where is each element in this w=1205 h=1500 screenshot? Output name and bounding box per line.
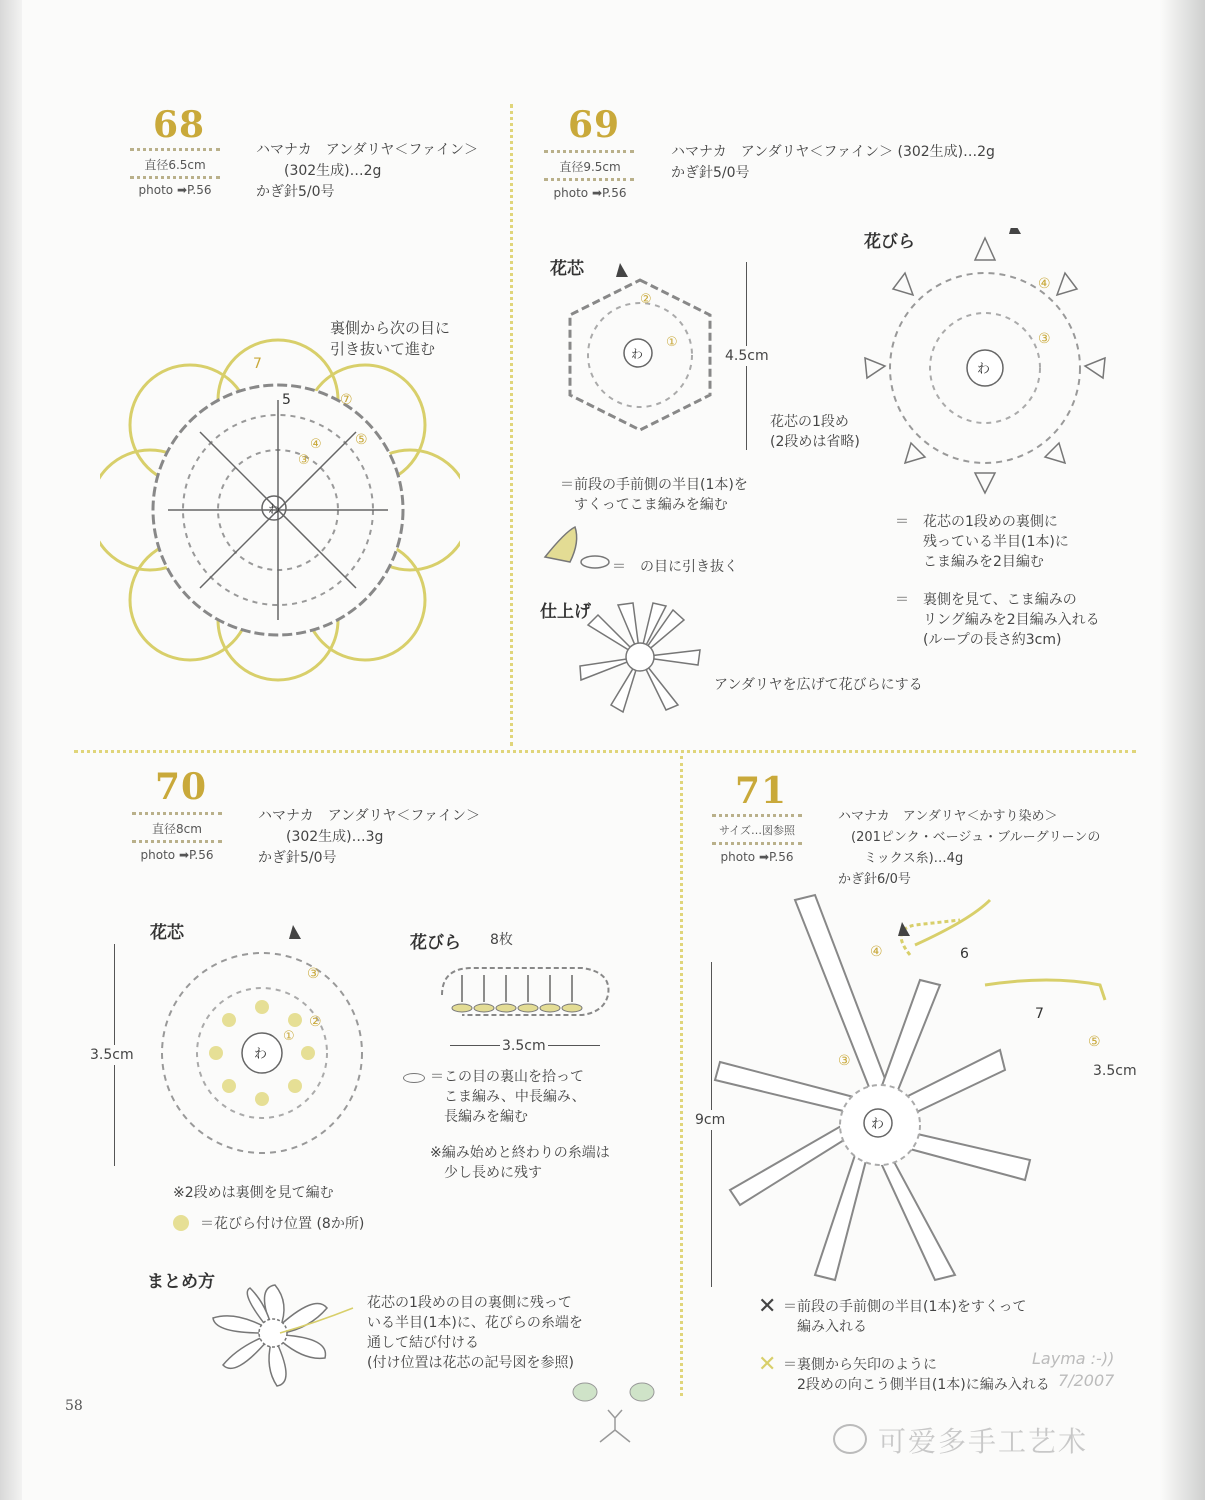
pattern-69-finish-title: 仕上げ xyxy=(540,602,591,622)
pattern-69-x-legend: ＝前段の手前側の半目(1本)を すくってこま編みを編む xyxy=(560,477,748,513)
signature: Layma :-)) 7/2007 xyxy=(1032,1349,1115,1390)
pattern-71-dim-h: 9cm xyxy=(695,1112,726,1128)
divider xyxy=(132,840,222,843)
pattern-71-number: 71 xyxy=(735,770,788,812)
wechat-icon xyxy=(833,1424,867,1454)
label: わ xyxy=(254,1047,268,1062)
diagram-69-core xyxy=(540,255,740,455)
pattern-70-dot-legend: ＝花びら付け位置 (8か所) xyxy=(200,1216,365,1232)
pattern-69-ring-legend: ＝ 裏側を見て、こま編みの リング編みを2目編み入れる (ループの長さ約3cm) xyxy=(895,592,1100,648)
pattern-70-core-title: 花芯 xyxy=(150,923,184,943)
cat-face-doodle xyxy=(560,1370,670,1450)
pattern-69-core-title: 花芯 xyxy=(550,259,584,279)
pattern-69-v-legend: ＝ 花芯の1段めの裏側に 残っている半目(1本)に こま編みを2目編む xyxy=(895,514,1069,570)
pattern-69-petal-title: 花びら xyxy=(864,232,915,252)
petal-position-dot-icon xyxy=(173,1215,189,1231)
pattern-70-petal-dim: 3.5cm xyxy=(502,1038,546,1054)
label: わ xyxy=(268,502,281,516)
pattern-71-legend2: ＝裏側から矢印のように 2段めの向こう側半目(1本)に編み入れる xyxy=(783,1357,1050,1393)
label: ① xyxy=(666,335,678,350)
label: わ xyxy=(871,1117,885,1132)
loop-symbol-icon xyxy=(403,1073,425,1083)
diagram-69-petals xyxy=(850,228,1120,498)
pattern-70-petal-title: 花びら xyxy=(410,933,461,953)
finished-flower-69 xyxy=(578,600,703,715)
label: ④ xyxy=(1038,276,1051,292)
pattern-68-photo: photo ➡P.56 xyxy=(138,183,212,197)
pattern-69-photo: photo ➡P.56 xyxy=(553,186,627,200)
separator-horizontal xyxy=(74,750,1136,753)
label: ④ xyxy=(870,944,883,960)
pattern-68-note: 裏側から次の目に 引き抜いて進む xyxy=(330,319,451,358)
x-symbol-icon: ✕ xyxy=(758,1294,777,1319)
label: 6 xyxy=(960,946,969,962)
label: 5 xyxy=(282,392,291,408)
divider xyxy=(544,150,634,153)
pattern-69-core-note: 花芯の1段め (2段めは省略) xyxy=(770,414,860,450)
divider xyxy=(130,176,220,179)
label: ② xyxy=(640,292,652,307)
pattern-70-yarn: ハマナカ アンダリヤ＜ファイン＞ (302生成)…3g かぎ針5/0号 xyxy=(258,808,481,866)
diagram-70-petal xyxy=(432,960,617,1030)
pattern-69-slip-legend: ＝ の目に引き抜く xyxy=(612,559,738,575)
pattern-69-size: 直径9.5cm xyxy=(559,160,621,174)
divider xyxy=(132,812,222,815)
pattern-70-tail-note: ※編み始めと終わりの糸端は 少し長めに残す xyxy=(430,1145,610,1181)
label: ④ xyxy=(310,437,322,452)
divider xyxy=(712,842,802,845)
pattern-71-dim-s: 3.5cm xyxy=(1093,1063,1137,1079)
label: ⑤ xyxy=(1088,1034,1101,1050)
x-yellow-symbol-icon: ✕ xyxy=(758,1352,777,1377)
watermark: 可爱多手工艺术 xyxy=(878,1425,1089,1458)
label: ③ xyxy=(307,966,320,982)
label: 7 xyxy=(253,356,262,372)
label: ① xyxy=(283,1029,295,1044)
pattern-68-number: 68 xyxy=(153,104,206,146)
pattern-70-loop-legend: ＝この目の裏山を拾って こま編み、中長編み、 長編みを編む xyxy=(430,1069,586,1125)
pattern-70-assemble-title: まとめ方 xyxy=(147,1272,215,1292)
pattern-70-size: 直径8cm xyxy=(152,822,202,836)
separator-vertical-top xyxy=(510,104,513,746)
pattern-71-yarn: ハマナカ アンダリヤ＜かすり染め＞ (201ピンク・ベージュ・ブルーグリーンの ミックス糸)…4g かぎ針6/0号 xyxy=(838,809,1101,887)
label: ② xyxy=(309,1014,322,1030)
pattern-71-legend1: ＝前段の手前側の半目(1本)をすくって 編み入れる xyxy=(783,1299,1027,1335)
label: ⑦ xyxy=(340,392,353,408)
page-edge-left xyxy=(0,0,22,1500)
pattern-69-yarn: ハマナカ アンダリヤ＜ファイン＞ (302生成)…2g かぎ針5/0号 xyxy=(671,144,995,181)
label: わ xyxy=(631,347,644,361)
slip-stitch-icon xyxy=(540,522,620,572)
label: ③ xyxy=(838,1053,851,1069)
pattern-71-photo: photo ➡P.56 xyxy=(720,850,794,864)
pattern-68-yarn: ハマナカ アンダリヤ＜ファイン＞ (302生成)…2g かぎ針5/0号 xyxy=(256,142,479,200)
pattern-70-row2-note: ※2段めは裏側を見て編む xyxy=(173,1185,334,1201)
page-edge-right xyxy=(1160,0,1205,1500)
diagram-68 xyxy=(100,330,460,690)
diagram-70-core xyxy=(145,925,380,1165)
separator-vertical-bottom xyxy=(680,756,683,1396)
label: 7 xyxy=(1035,1006,1044,1022)
assembled-flower-70 xyxy=(205,1283,355,1388)
pattern-69-finish-note: アンダリヤを広げて花びらにする xyxy=(714,677,923,693)
pattern-69-number: 69 xyxy=(568,104,621,146)
diagram-71 xyxy=(700,890,1140,1290)
pattern-70-number: 70 xyxy=(155,766,208,808)
pattern-70-photo: photo ➡P.56 xyxy=(140,848,214,862)
pattern-70-dim: 3.5cm xyxy=(90,1047,134,1063)
pattern-68-size: 直径6.5cm xyxy=(144,158,206,172)
pattern-70-petal-count: 8枚 xyxy=(490,932,513,948)
divider xyxy=(130,148,220,151)
pattern-71-size: サイズ…図参照 xyxy=(718,824,796,837)
label: わ xyxy=(977,362,991,377)
divider xyxy=(712,814,802,817)
divider xyxy=(544,178,634,181)
pattern-69-dim: 4.5cm xyxy=(725,348,769,364)
pattern-70-assemble-note: 花芯の1段めの目の裏側に残って いる半目(1本)に、花びらの糸端を 通して結び付ける (付け位置は花芯の記号図を参照) xyxy=(367,1295,583,1371)
page-number: 58 xyxy=(65,1398,83,1414)
label: ⑤ xyxy=(355,432,368,448)
label: ③ xyxy=(298,453,310,468)
label: ③ xyxy=(1038,331,1051,347)
